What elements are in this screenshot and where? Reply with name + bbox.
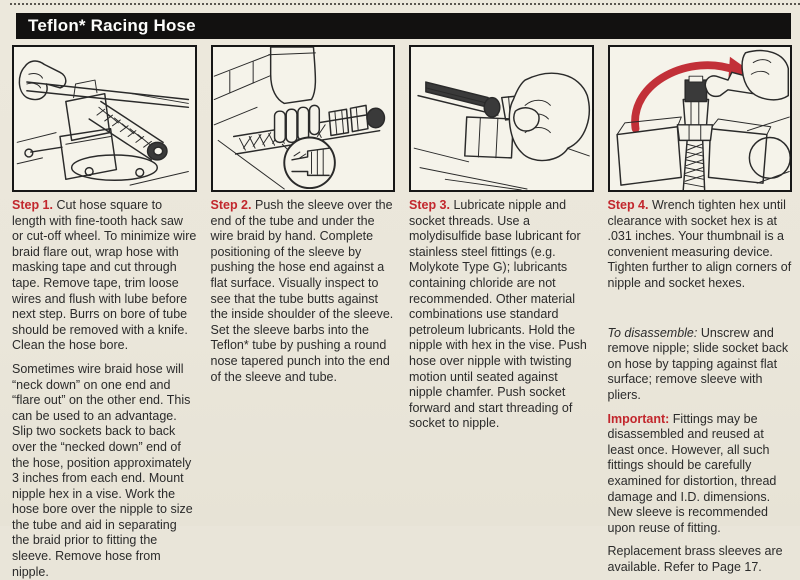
- step-2-label: Step 2.: [210, 198, 252, 212]
- step-3-figure: [409, 45, 594, 192]
- wrench-tightening-illustration: [610, 47, 791, 190]
- step-1-text: Cut hose square to length with fine-tooth hack saw or cut-off wheel. To minimize wire braid flare out, wrap hose with masking tape and cut through tape. Remove tape, trim loose wires and flush with lube before next step. Burrs on bore of tube should be removed with a knife. Clean the hose bore.: [12, 198, 197, 353]
- perforation-dotted-line: [10, 3, 800, 5]
- replacement-paragraph: Replacement brass sleeves are available. Refer to Page 17.: [607, 544, 783, 574]
- step-3-label: Step 3.: [409, 198, 450, 212]
- step-1-paragraph-2: Sometimes wire braid hose will “neck down” on one end and “flare out” on the other end. This can be used to an advantage. Slip two sockets back to back over the “necked down” end of the hose, position approximately 3 inches from each end. Mount nipple hex in a vise. Work the hose bore over the nipple to size the tube and aid in separating the braid prior to fitting the sleeve. Remove hose from nipple.: [12, 361, 193, 579]
- step-1-figure: [12, 45, 197, 192]
- step-2-text: Push the sleeve over the end of the tube and under the wire braid by hand. Complete positioning of the sleeve by pushing the hose end against a flat surface. Visually inspect to see that the tube butts against the inside shoulder of the sleeve. Set the sleeve barbs into the Teflon* tube by pushing a round nose tapered punch into the end of the sleeve and tube.: [210, 198, 394, 384]
- step-1-paragraph: [12, 198, 197, 354]
- important-text: Fittings may be disassembled and reused at least once. However, all such fittings should be carefully examined for distortion, thread damage and I.D. dimensions. New sleeve is recommended upon reuse of fitting.: [607, 411, 777, 535]
- disassemble-label: To disassemble:: [607, 325, 698, 340]
- disassemble-paragraph: [608, 326, 793, 404]
- step-2-figure: [211, 45, 396, 192]
- step-4-figure: [608, 45, 793, 192]
- step-3-column: [409, 45, 594, 580]
- pushing-hose-over-nipple-illustration: [411, 47, 592, 190]
- step-4-label: Step 4.: [607, 198, 649, 212]
- title-bar: [16, 13, 791, 39]
- step-4-column: [608, 45, 793, 580]
- step-2-paragraph: [211, 198, 396, 385]
- disassemble-text: Unscrew and remove nipple; slide socket back on hose by tapping against flat surface; remove sleeve with pliers.: [607, 325, 789, 402]
- hand-holding-hose-illustration: [213, 47, 394, 190]
- step-4-text: Wrench tighten hex until clearance with socket hex is at .031 inches. Your thumbnail is a convenient measuring device. Tighten further to align corners of nipple and socket hexes.: [607, 198, 792, 290]
- step-4-paragraph: [608, 198, 793, 292]
- steps-columns: [12, 45, 792, 579]
- page-title: Teflon* Racing Hose: [28, 16, 196, 35]
- step-3-text: Lubricate nipple and socket threads. Use a molydisulfide base lubricant for stainless steel fittings (e.g. Molykote Type G); lubricants containing chloride are not recommended. Other material combinations use standard petroleum lubricants. Hold the nipple with hex in the vise. Push hose over nipple with twisting motion until seated against nipple chamfer. Push socket forward and start threading of socket to nipple.: [409, 198, 587, 431]
- step-2-column: [211, 45, 396, 580]
- step-1-label: Step 1.: [12, 198, 53, 212]
- hacksaw-cutting-hose-illustration: [14, 47, 195, 190]
- step-1-column: [12, 45, 197, 580]
- step-3-paragraph: [409, 198, 594, 432]
- important-label: Important:: [607, 411, 670, 426]
- important-paragraph: [608, 412, 793, 537]
